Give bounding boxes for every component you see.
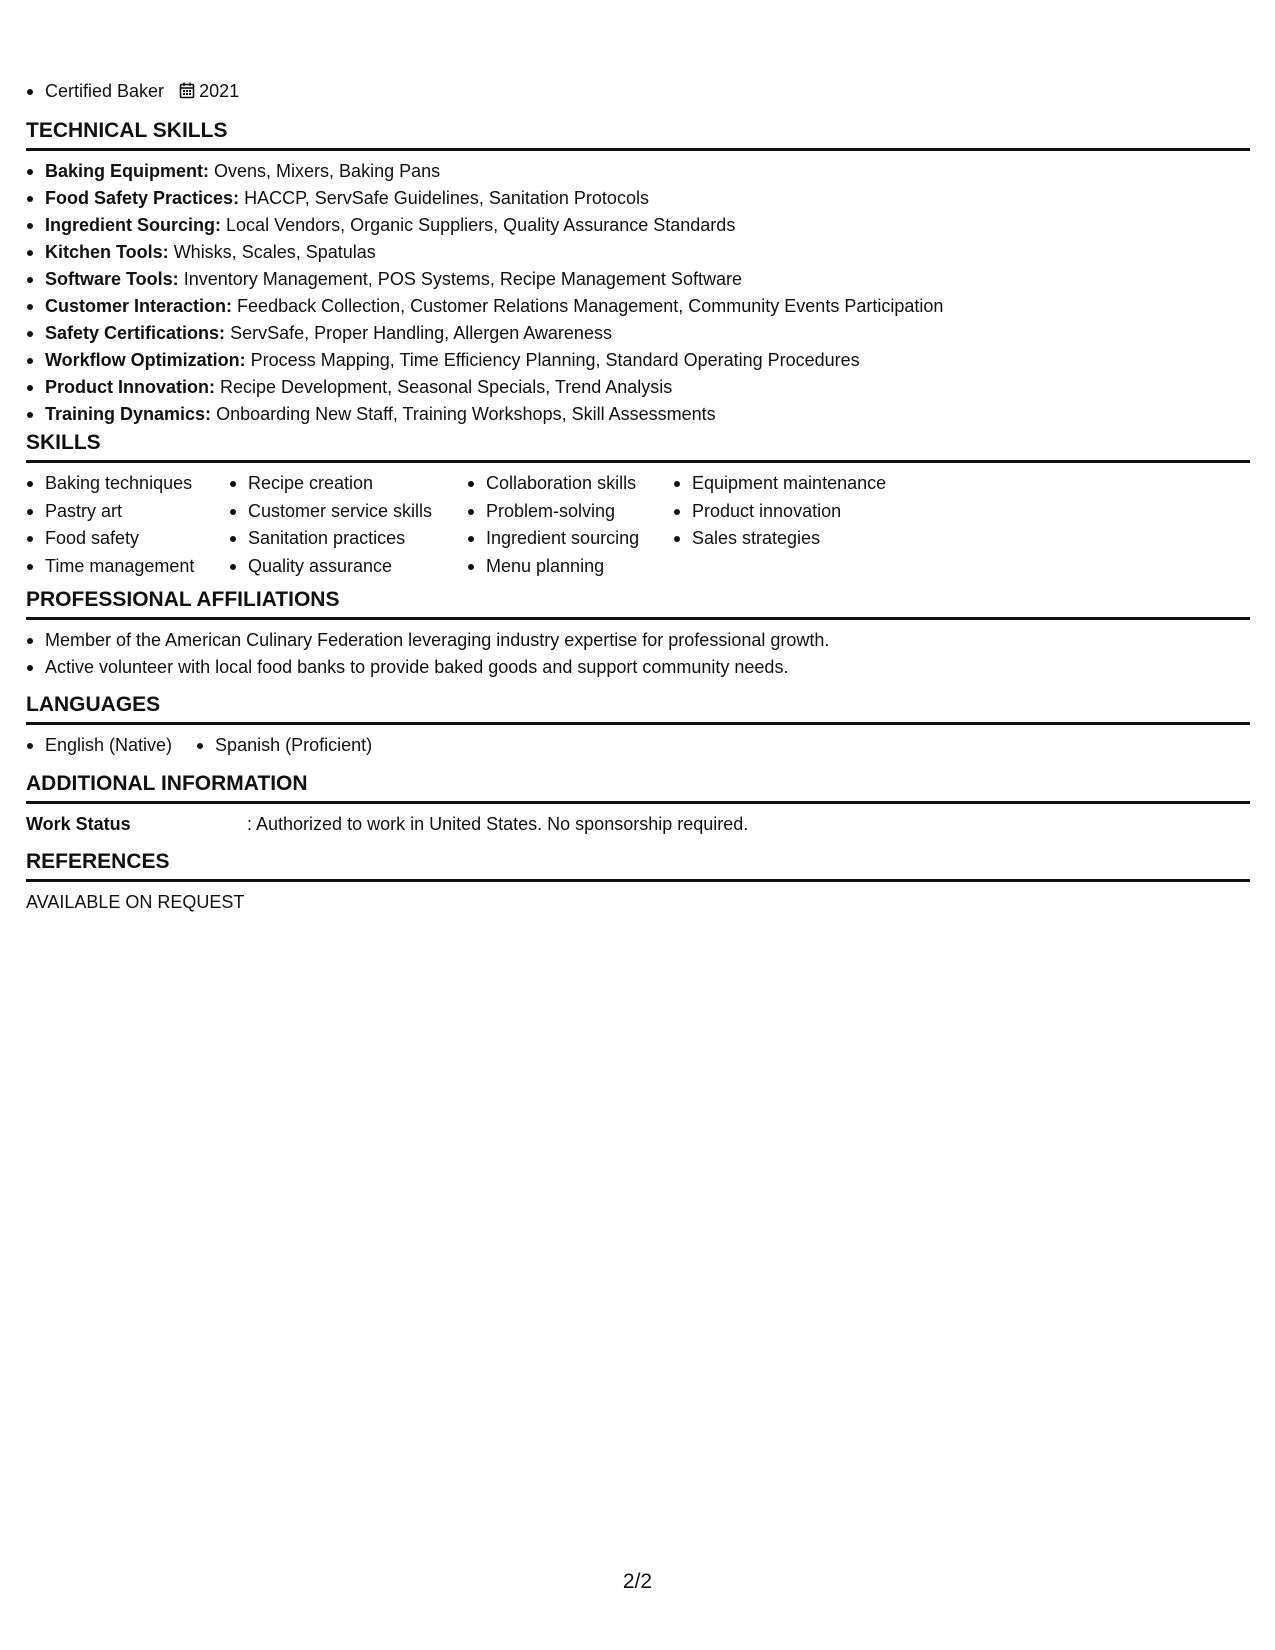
skill-value: Onboarding New Staff, Training Workshops, Skill Assessments <box>216 404 716 424</box>
skills-grid <box>26 470 1250 580</box>
list-item <box>467 525 673 552</box>
bullet-icon <box>230 536 236 542</box>
list-item <box>26 553 229 580</box>
bullet-icon <box>27 536 33 542</box>
bullet-icon <box>674 509 680 515</box>
skill-value: Whisks, Scales, Spatulas <box>173 242 376 262</box>
language-text: English (Native) <box>45 735 173 755</box>
skill-value: Feedback Collection, Customer Relations Management, Community Events Participation <box>237 296 944 316</box>
technical-skills-heading: TECHNICAL SKILLS <box>26 118 1250 151</box>
skill-name: Recipe creation <box>248 473 374 493</box>
skills-column-2 <box>229 470 467 580</box>
skill-value: Process Mapping, Time Efficiency Planning, Standard Operating Procedures <box>250 350 860 370</box>
affiliation-text: Member of the American Culinary Federation leveraging industry expertise for professional growth. <box>45 630 830 650</box>
calendar-icon <box>179 82 195 99</box>
skill-name: Sanitation practices <box>248 528 406 548</box>
affiliations-section <box>26 587 1250 681</box>
list-item <box>467 553 673 580</box>
certification-name: Certified Baker <box>45 81 165 101</box>
list-item <box>26 470 229 497</box>
skill-name: Equipment maintenance <box>692 473 887 493</box>
languages-section <box>26 692 1250 759</box>
list-item <box>26 212 1250 239</box>
skill-name: Product innovation <box>692 500 842 521</box>
skill-value: Ovens, Mixers, Baking Pans <box>214 161 441 181</box>
skill-value: Inventory Management, POS Systems, Recipe Management Software <box>183 269 742 289</box>
references-heading: REFERENCES <box>26 849 1250 882</box>
list-item <box>26 293 1250 320</box>
list-item <box>26 320 1250 347</box>
list-item <box>229 470 467 497</box>
list-item <box>467 470 673 497</box>
list-item <box>229 553 467 580</box>
bullet-icon <box>27 564 33 570</box>
certification-year: 2021 <box>199 81 240 101</box>
bullet-icon <box>27 331 33 337</box>
skills-heading: SKILLS <box>26 430 1250 463</box>
bullet-icon <box>674 481 680 487</box>
skill-label: Ingredient Sourcing: <box>45 215 222 235</box>
skill-name: Pastry art <box>45 500 123 521</box>
list-item <box>673 498 933 525</box>
bullet-icon <box>27 358 33 364</box>
work-status-row <box>26 811 1250 838</box>
bullet-icon <box>27 412 33 418</box>
list-item <box>26 525 229 552</box>
page-number: 2/2 <box>622 1570 653 1593</box>
bullet-icon <box>27 665 33 671</box>
skill-value: Recipe Development, Seasonal Specials, Trend Analysis <box>220 377 673 397</box>
skills-section <box>26 430 1250 580</box>
list-item <box>26 374 1250 401</box>
bullet-icon <box>27 196 33 202</box>
list-item <box>673 470 933 497</box>
list-item <box>673 525 933 552</box>
bullet-icon <box>230 481 236 487</box>
skill-name: Time management <box>45 555 195 576</box>
skill-label: Customer Interaction: <box>45 296 233 316</box>
technical-skills-list <box>26 158 1250 428</box>
skill-label: Baking Equipment: <box>45 161 210 181</box>
skill-label: Workflow Optimization: <box>45 350 246 370</box>
skill-name: Problem-solving <box>486 500 616 521</box>
skill-name: Customer service skills <box>248 500 433 521</box>
affiliation-text: Active volunteer with local food banks to provide baked goods and support community needs. <box>45 657 789 677</box>
references-section <box>26 849 1250 916</box>
bullet-icon <box>468 536 474 542</box>
skill-value: HACCP, ServSafe Guidelines, Sanitation Protocols <box>244 188 649 208</box>
bullet-icon <box>468 509 474 515</box>
bullet-icon <box>230 509 236 515</box>
skill-name: Sales strategies <box>692 528 821 548</box>
bullet-icon <box>197 743 203 749</box>
list-item <box>26 498 229 525</box>
list-item <box>26 732 172 759</box>
list-item <box>26 239 1250 266</box>
skills-column-3 <box>467 470 673 580</box>
bullet-icon <box>27 638 33 644</box>
list-item <box>26 401 1250 428</box>
skill-name: Menu planning <box>486 555 605 576</box>
language-text: Spanish (Proficient) <box>215 735 373 755</box>
affiliations-heading: PROFESSIONAL AFFILIATIONS <box>26 587 1250 620</box>
bullet-icon <box>27 481 33 487</box>
additional-info-heading: ADDITIONAL INFORMATION <box>26 771 1250 804</box>
skill-label: Food Safety Practices: <box>45 188 240 208</box>
list-item <box>196 732 372 759</box>
bullet-icon <box>230 564 236 570</box>
bullet-icon <box>27 250 33 256</box>
bullet-icon <box>27 509 33 515</box>
skill-name: Baking techniques <box>45 473 193 493</box>
list-item <box>26 654 1250 681</box>
bullet-icon <box>27 304 33 310</box>
skill-label: Software Tools: <box>45 269 179 289</box>
skill-label: Training Dynamics: <box>45 404 212 424</box>
references-text: AVAILABLE ON REQUEST <box>26 892 245 912</box>
languages-heading: LANGUAGES <box>26 692 1250 725</box>
bullet-icon <box>27 89 33 95</box>
bullet-icon <box>468 481 474 487</box>
certification-list <box>26 78 239 105</box>
skill-value: ServSafe, Proper Handling, Allergen Awareness <box>230 323 612 343</box>
bullet-icon <box>27 743 33 749</box>
skill-value: Local Vendors, Organic Suppliers, Quality Assurance Standards <box>226 215 736 235</box>
technical-skills-section <box>26 118 1250 428</box>
list-item <box>26 185 1250 212</box>
skill-name: Ingredient sourcing <box>486 528 640 548</box>
bullet-icon <box>27 169 33 175</box>
list-item <box>467 498 673 525</box>
list-item <box>229 498 467 525</box>
list-item <box>26 627 1250 654</box>
bullet-icon <box>27 385 33 391</box>
skill-name: Collaboration skills <box>486 473 637 493</box>
skills-column-4 <box>673 470 933 580</box>
work-status-value: : Authorized to work in United States. No sponsorship required. <box>247 814 749 834</box>
list-item <box>26 158 1250 185</box>
certification-item <box>26 78 239 105</box>
skill-name: Food safety <box>45 528 140 548</box>
bullet-icon <box>27 277 33 283</box>
additional-info-section <box>26 771 1250 838</box>
list-item <box>26 347 1250 374</box>
languages-list <box>26 732 1250 759</box>
bullet-icon <box>674 536 680 542</box>
affiliations-list <box>26 627 1250 681</box>
bullet-icon <box>27 223 33 229</box>
skill-label: Product Innovation: <box>45 377 215 397</box>
skill-label: Safety Certifications: <box>45 323 226 343</box>
bullet-icon <box>468 564 474 570</box>
list-item <box>229 525 467 552</box>
skill-name: Quality assurance <box>248 555 393 576</box>
skills-column-1 <box>26 470 229 580</box>
skill-label: Kitchen Tools: <box>45 242 169 262</box>
list-item <box>26 266 1250 293</box>
work-status-label: Work Status <box>26 814 131 834</box>
